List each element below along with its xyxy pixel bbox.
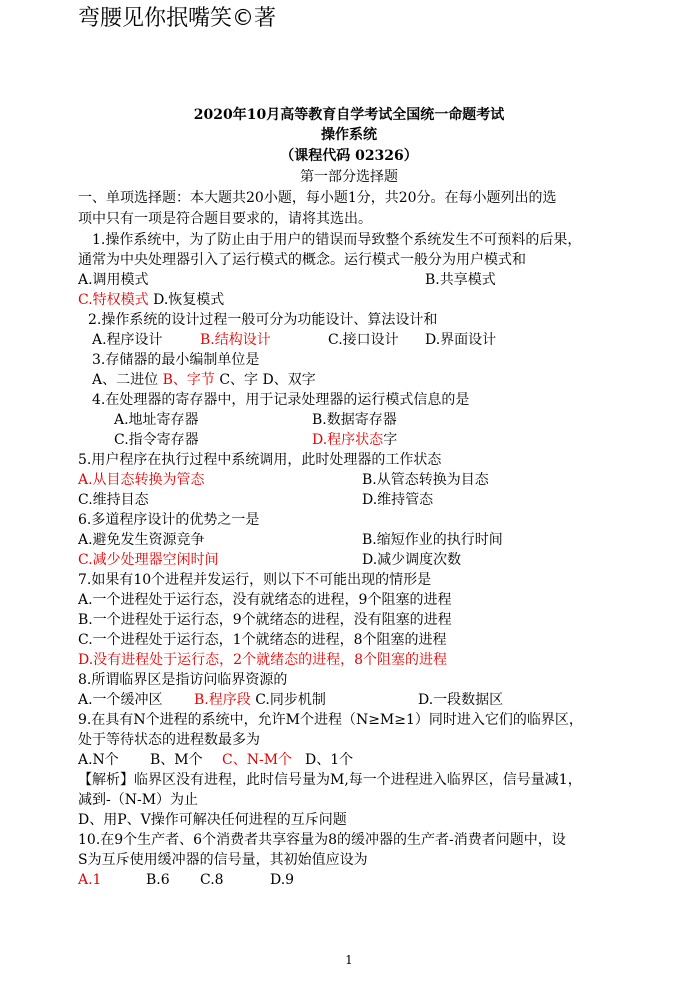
q1-option-a: A.调用模式 bbox=[78, 272, 149, 288]
q9-option-a: A.N个 bbox=[78, 752, 119, 768]
q6-stem: 6.多道程序设计的优势之一是 bbox=[78, 512, 260, 528]
q6-option-b: B.缩短作业的执行时间 bbox=[362, 532, 503, 548]
q1-option-b: B.共享模式 bbox=[425, 272, 496, 288]
q8-option-c: C.同步机制 bbox=[255, 692, 326, 708]
q7-option-d-answer: D.没有进程处于运行态，2个就绪态的进程，8个阻塞的进程 bbox=[78, 652, 447, 668]
q9-extra-note: D、用P、V操作可解决任何进程的互斥问题 bbox=[78, 812, 347, 828]
q7-option-c: C.一个进程处于运行态，1个就绪态的进程，8个阻塞的进程 bbox=[78, 632, 447, 648]
q9-analysis-line-2: 减到-（N-M）为止 bbox=[78, 792, 199, 808]
q3-stem: 3.存储器的最小编制单位是 bbox=[92, 352, 260, 368]
q9-option-d: D、1个 bbox=[305, 752, 354, 768]
q5-option-b: B.从管态转换为目态 bbox=[362, 472, 489, 488]
q3-option-b-answer: B、字节 bbox=[162, 372, 215, 388]
q2-option-b-answer: B.结构设计 bbox=[200, 332, 271, 348]
q6-option-a: A.避免发生资源竞争 bbox=[78, 532, 205, 548]
q9-option-c-answer: C、N-M个 bbox=[222, 752, 293, 768]
q10-option-d: D.9 bbox=[270, 872, 295, 888]
q10-stem-line-1: 10.在9个生产者、6个消费者共享容量为8的缓冲器的生产者-消费者问题中，设 bbox=[78, 832, 566, 848]
q2-option-d: D.界面设计 bbox=[425, 332, 497, 348]
course-code: （课程代码 02326） bbox=[280, 148, 418, 164]
q2-option-a: A.程序设计 bbox=[92, 332, 163, 348]
q6-option-d: D.减少调度次数 bbox=[362, 552, 462, 568]
q8-option-a: A.一个缓冲区 bbox=[78, 692, 163, 708]
q3-option-a: A、二进位 bbox=[92, 372, 159, 388]
q5-option-c: C.维持目态 bbox=[78, 492, 149, 508]
exam-subject: 操作系统 bbox=[321, 127, 377, 143]
q9-analysis-line-1: 【解析】临界区没有进程，此时信号量为M,每一个进程进入临界区，信号量减1， bbox=[78, 772, 582, 788]
q1-option-c-answer: C.特权模式 bbox=[78, 292, 149, 308]
q10-option-a-answer: A.1 bbox=[78, 872, 102, 888]
q5-option-d: D.维持管态 bbox=[362, 492, 434, 508]
q9-stem-line-1: 9.在具有N个进程的系统中，允许M个进程（N≥M≥1）同时进入它们的临界区， bbox=[78, 712, 583, 728]
q7-option-a: A.一个进程处于运行态，没有就绪态的进程，9个阻塞的进程 bbox=[78, 592, 452, 608]
q8-option-d: D.一段数据区 bbox=[418, 692, 504, 708]
q4-option-a: A.地址寄存器 bbox=[114, 412, 199, 428]
page-number: 1 bbox=[345, 953, 353, 967]
document-header: 弯腰见你抿嘴笑©著 bbox=[78, 6, 277, 31]
q10-option-c: C.8 bbox=[200, 872, 224, 888]
q1-stem-line-1: 1.操作系统中，为了防止由于用户的错误而导致整个系统发生不可预料的后果， bbox=[92, 232, 582, 248]
part-title: 第一部分选择题 bbox=[300, 169, 398, 185]
q4-option-b: B.数据寄存器 bbox=[312, 412, 397, 428]
q3-option-c: C、字 bbox=[219, 372, 259, 388]
q5-option-a-answer: A.从目态转换为管态 bbox=[78, 472, 205, 488]
q6-option-c-answer: C.减少处理器空闲时间 bbox=[78, 552, 219, 568]
instructions-line-1: 一、单项选择题：本大题共20小题，每小题1分，共20分。在每小题列出的选 bbox=[78, 190, 557, 206]
instructions-line-2: 项中只有一项是符合题目要求的，请将其选出。 bbox=[78, 211, 372, 227]
q2-stem: 2.操作系统的设计过程一般可分为功能设计、算法设计和 bbox=[88, 312, 438, 328]
q8-stem: 8.所谓临界区是指访问临界资源的 bbox=[78, 672, 288, 688]
q10-stem-line-2: S为互斥使用缓冲器的信号量，其初始值应设为 bbox=[78, 852, 368, 868]
q10-option-b: B.6 bbox=[146, 872, 170, 888]
q4-option-d-answer: D.程序状态 bbox=[312, 432, 384, 448]
q1-stem-line-2: 通常为中央处理器引入了运行模式的概念。运行模式一般分为用户模式和 bbox=[78, 252, 526, 268]
q2-option-c: C.接口设计 bbox=[328, 332, 399, 348]
exam-title: 2020年10月高等教育自学考试全国统一命题考试 bbox=[193, 107, 505, 123]
q1-option-d: D.恢复模式 bbox=[153, 292, 225, 308]
q7-option-b: B.一个进程处于运行态，9个就绪态的进程，没有阻塞的进程 bbox=[78, 612, 452, 628]
q4-option-c: C.指令寄存器 bbox=[114, 432, 199, 448]
q7-stem: 7.如果有10个进程并发运行，则以下不可能出现的情形是 bbox=[78, 572, 432, 588]
q4-option-d-suffix: 字 bbox=[383, 432, 398, 448]
q5-stem: 5.用户程序在执行过程中系统调用，此时处理器的工作状态 bbox=[78, 452, 442, 468]
q8-option-b-answer: B.程序段 bbox=[194, 692, 251, 708]
q9-option-b: B、M个 bbox=[150, 752, 203, 768]
q3-option-d: D、双字 bbox=[262, 372, 316, 388]
q9-stem-line-2: 处于等待状态的进程数最多为 bbox=[78, 732, 260, 748]
q4-stem: 4.在处理器的寄存器中，用于记录处理器的运行模式信息的是 bbox=[92, 392, 470, 408]
